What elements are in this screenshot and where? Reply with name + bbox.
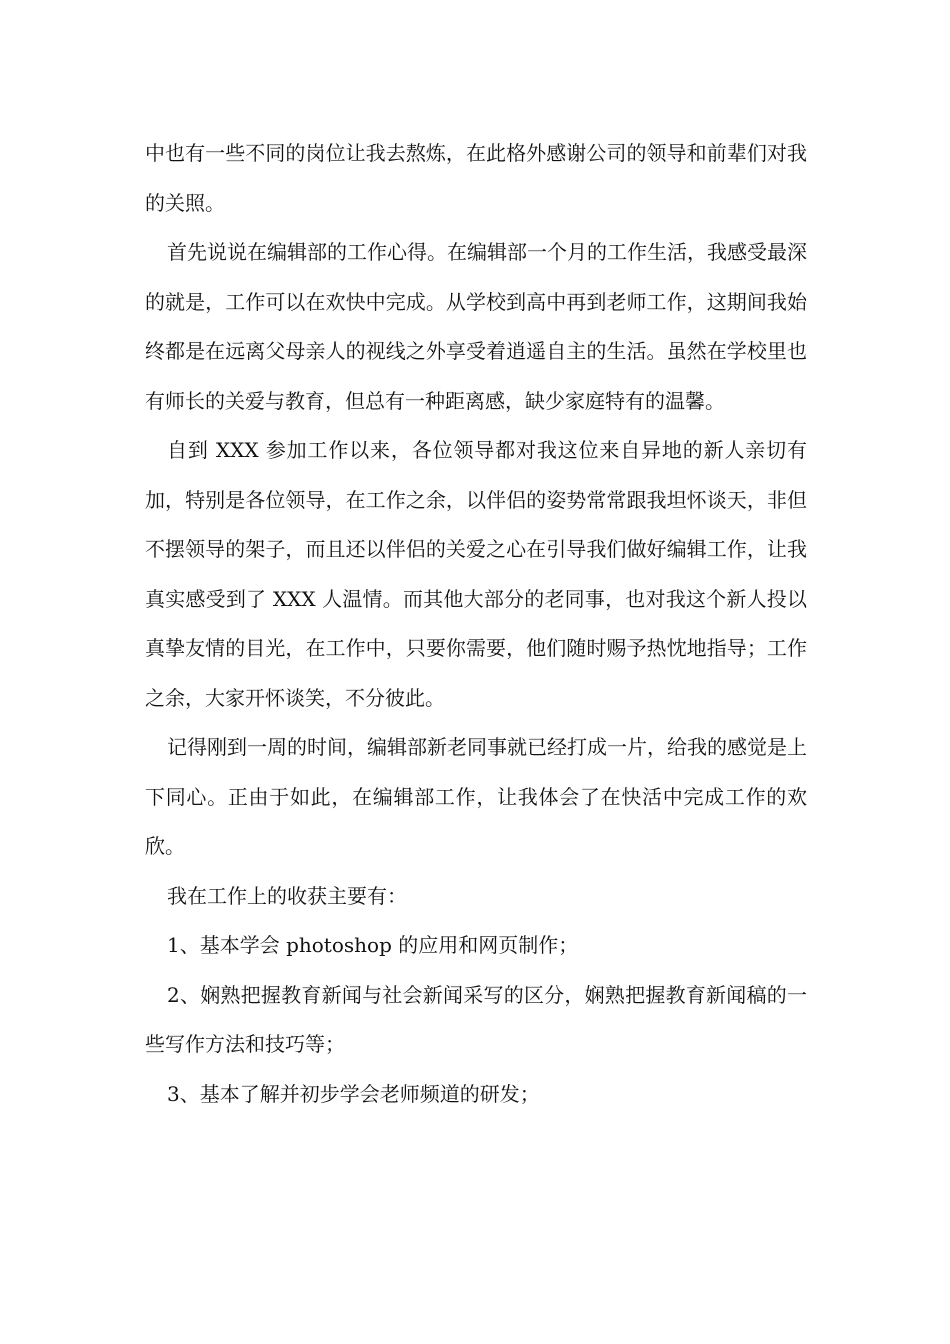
paragraph-5: 我在工作上的收获主要有： xyxy=(167,883,407,908)
list-item-3: 3、基本了解并初步学会老师频道的研发； xyxy=(167,1081,540,1106)
paragraph-1: 中也有一些不同的岗位让我去熬炼，在此格外感谢公司的领导和前辈们对我的关照。 xyxy=(145,141,807,215)
list-item-2: 2、娴熟把握教育新闻与社会新闻采写的区分，娴熟把握教育新闻稿的一些写作方法和技巧等； xyxy=(145,982,807,1056)
paragraph-3: 自到 XXX 参加工作以来，各位领导都对我这位来自异地的新人亲切有加，特别是各位领导，在工作之余，以伴侣的姿势常常跟我坦怀谈天，非但不摆领导的架子，而且还以伴侣的关爱之心在引导我们做好编辑工作，让我真实感受到了 XXX 人温情。而其他大部分的老同事，也对我这个新人投以真挚友情的目光，在工作中，只要你需要，他们随时赐予热忱地指导；工作之余，大家开怀谈笑，不分彼此。 xyxy=(145,438,807,710)
list-item-1: 1、基本学会 photoshop 的应用和网页制作； xyxy=(167,933,579,957)
document-body xyxy=(145,129,807,1119)
paragraph-4: 记得刚到一周的时间，编辑部新老同事就已经打成一片，给我的感觉是上下同心。正由于如此，在编辑部工作，让我体会了在快活中完成工作的欢欣。 xyxy=(145,735,807,858)
paragraph-2: 首先说说在编辑部的工作心得。在编辑部一个月的工作生活，我感受最深的就是，工作可以在欢快中完成。从学校到高中再到老师工作，这期间我始终都是在远离父母亲人的视线之外享受着逍遥自主的生活。虽然在学校里也有师长的关爱与教育，但总有一种距离感，缺少家庭特有的温馨。 xyxy=(145,240,807,413)
